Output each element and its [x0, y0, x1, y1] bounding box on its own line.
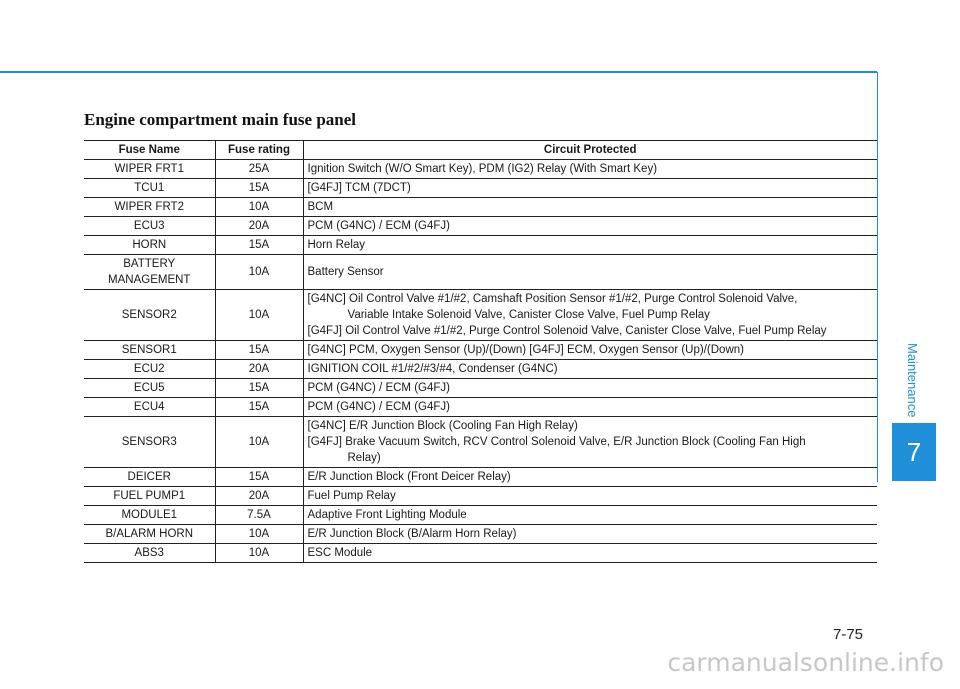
chapter-number: 7	[906, 436, 922, 467]
fuse-name-cell	[84, 525, 215, 544]
fuse-rating-cell: 10A	[215, 417, 303, 468]
fuse-rating-cell: 7.5A	[215, 506, 303, 525]
fuse-rating-cell: 10A	[215, 255, 303, 290]
circuit-protected-cell	[303, 468, 877, 487]
fuse-rating-cell: 10A	[215, 544, 303, 563]
fuse-rating-cell: 25A	[215, 160, 303, 179]
circuit-protected-cell	[303, 487, 877, 506]
circuit-line: E/R Junction Block (B/Alarm Horn Relay)	[307, 528, 517, 540]
fuse-name-cell	[84, 179, 215, 198]
circuit-protected-cell	[303, 544, 877, 563]
fuse-name-cell	[84, 506, 215, 525]
fuse-name-line: BATTERY	[123, 258, 176, 270]
circuit-line: [G4FJ] Oil Control Valve #1/#2, Purge Control Solenoid Valve, Canister Close Valve, Fuel Pump Relay	[307, 325, 827, 337]
fuse-name-line: ABS3	[134, 547, 164, 559]
table-row	[84, 398, 877, 417]
fuse-name-cell	[84, 360, 215, 379]
fuse-name-cell	[84, 487, 215, 506]
fuse-table	[84, 140, 877, 563]
fuse-name-line: ECU3	[133, 220, 165, 232]
table-row	[84, 417, 877, 468]
fuse-name-line: SENSOR1	[121, 344, 177, 356]
fuse-name-line: ECU5	[133, 382, 165, 394]
circuit-protected-cell	[303, 506, 877, 525]
section-title: Engine compartment main fuse panel	[84, 110, 356, 129]
table-row	[84, 544, 877, 563]
circuit-line: ESC Module	[307, 547, 373, 559]
fuse-name-line: FUEL PUMP1	[113, 490, 186, 502]
table-row	[84, 217, 877, 236]
header-circuit-protected: Circuit Protected	[303, 141, 877, 160]
fuse-name-line: MANAGEMENT	[108, 274, 191, 286]
circuit-line: [G4NC] PCM, Oxygen Sensor (Up)/(Down) [G4FJ] ECM, Oxygen Sensor (Up)/(Down)	[307, 344, 744, 356]
table-row	[84, 236, 877, 255]
circuit-line: Fuel Pump Relay	[307, 490, 396, 502]
fuse-name-line: HORN	[132, 239, 167, 251]
fuse-rating-cell: 15A	[215, 398, 303, 417]
table-row	[84, 360, 877, 379]
circuit-protected-cell	[303, 255, 877, 290]
fuse-rating-cell: 15A	[215, 341, 303, 360]
table-header-row	[84, 141, 877, 160]
circuit-line: Adaptive Front Lighting Module	[307, 509, 467, 521]
fuse-name-line: MODULE1	[121, 509, 178, 521]
watermark: carmanualsonline.info	[667, 648, 944, 677]
fuse-rating-cell: 15A	[215, 236, 303, 255]
fuse-name-line: B/ALARM HORN	[105, 528, 194, 540]
fuse-rating-cell: 20A	[215, 360, 303, 379]
circuit-line: PCM (G4NC) / ECM (G4FJ)	[307, 401, 450, 413]
fuse-rating-cell: 15A	[215, 468, 303, 487]
fuse-name-cell	[84, 290, 215, 341]
fuse-name-line: DEICER	[127, 471, 171, 483]
circuit-line: PCM (G4NC) / ECM (G4FJ)	[307, 382, 450, 394]
circuit-line: [G4FJ] Brake Vacuum Switch, RCV Control Solenoid Valve, E/R Junction Block (Cooling Fan High	[307, 436, 806, 448]
fuse-name-line: SENSOR3	[121, 436, 177, 448]
fuse-rating-cell: 10A	[215, 525, 303, 544]
fuse-rating-cell: 20A	[215, 487, 303, 506]
table-row	[84, 198, 877, 217]
fuse-name-line: WIPER FRT2	[114, 201, 184, 213]
circuit-line: Battery Sensor	[307, 266, 384, 278]
circuit-protected-cell	[303, 360, 877, 379]
circuit-line: PCM (G4NC) / ECM (G4FJ)	[307, 220, 450, 232]
circuit-protected-cell	[303, 179, 877, 198]
fuse-name-cell	[84, 398, 215, 417]
circuit-line: E/R Junction Block (Front Deicer Relay)	[307, 471, 511, 483]
table-row	[84, 468, 877, 487]
fuse-rating-cell: 15A	[215, 179, 303, 198]
circuit-protected-cell	[303, 160, 877, 179]
fuse-name-line: ECU2	[133, 363, 165, 375]
header-fuse-rating: Fuse rating	[215, 141, 303, 160]
table-row	[84, 341, 877, 360]
fuse-rating-cell: 20A	[215, 217, 303, 236]
circuit-protected-cell	[303, 198, 877, 217]
table-row	[84, 487, 877, 506]
fuse-name-line: SENSOR2	[121, 309, 177, 321]
fuse-name-line: ECU4	[133, 401, 165, 413]
circuit-line: BCM	[307, 201, 334, 213]
circuit-protected-cell	[303, 417, 877, 468]
circuit-line: [G4FJ] TCM (7DCT)	[307, 182, 411, 194]
table-row	[84, 506, 877, 525]
chapter-side-label: Maintenance	[905, 343, 920, 418]
fuse-name-line: TCU1	[134, 182, 165, 194]
fuse-table-body	[84, 160, 877, 563]
circuit-protected-cell	[303, 398, 877, 417]
circuit-protected-cell	[303, 290, 877, 341]
fuse-rating-cell: 15A	[215, 379, 303, 398]
fuse-name-cell	[84, 468, 215, 487]
fuse-name-cell	[84, 236, 215, 255]
circuit-protected-cell	[303, 379, 877, 398]
circuit-line: [G4NC] Oil Control Valve #1/#2, Camshaft Position Sensor #1/#2, Purge Control Solenoid Valve,	[307, 293, 798, 305]
page-number: 7-75	[833, 626, 864, 643]
table-row	[84, 160, 877, 179]
circuit-protected-cell	[303, 341, 877, 360]
circuit-line: Ignition Switch (W/O Smart Key), PDM (IG2) Relay (With Smart Key)	[307, 163, 658, 175]
fuse-name-cell	[84, 544, 215, 563]
circuit-line: Horn Relay	[307, 239, 366, 251]
fuse-name-cell	[84, 198, 215, 217]
fuse-name-cell	[84, 217, 215, 236]
circuit-line: IGNITION COIL #1/#2/#3/#4, Condenser (G4NC)	[307, 363, 558, 375]
fuse-name-cell	[84, 255, 215, 290]
circuit-line: [G4NC] E/R Junction Block (Cooling Fan High Relay)	[307, 420, 578, 432]
fuse-name-cell	[84, 341, 215, 360]
circuit-protected-cell	[303, 525, 877, 544]
table-row	[84, 179, 877, 198]
fuse-name-cell	[84, 379, 215, 398]
header-rule	[0, 71, 877, 73]
fuse-rating-cell: 10A	[215, 198, 303, 217]
table-row	[84, 379, 877, 398]
table-row	[84, 290, 877, 341]
fuse-name-cell	[84, 160, 215, 179]
table-row	[84, 525, 877, 544]
side-rule	[877, 72, 878, 482]
circuit-line: Relay)	[347, 452, 381, 464]
table-row	[84, 255, 877, 290]
chapter-tab	[892, 423, 936, 481]
fuse-rating-cell: 10A	[215, 290, 303, 341]
circuit-line: Variable Intake Solenoid Valve, Canister Close Valve, Fuel Pump Relay	[347, 309, 710, 321]
circuit-protected-cell	[303, 217, 877, 236]
circuit-protected-cell	[303, 236, 877, 255]
fuse-name-line: WIPER FRT1	[114, 163, 184, 175]
fuse-name-cell	[84, 417, 215, 468]
header-fuse-name: Fuse Name	[84, 141, 215, 160]
